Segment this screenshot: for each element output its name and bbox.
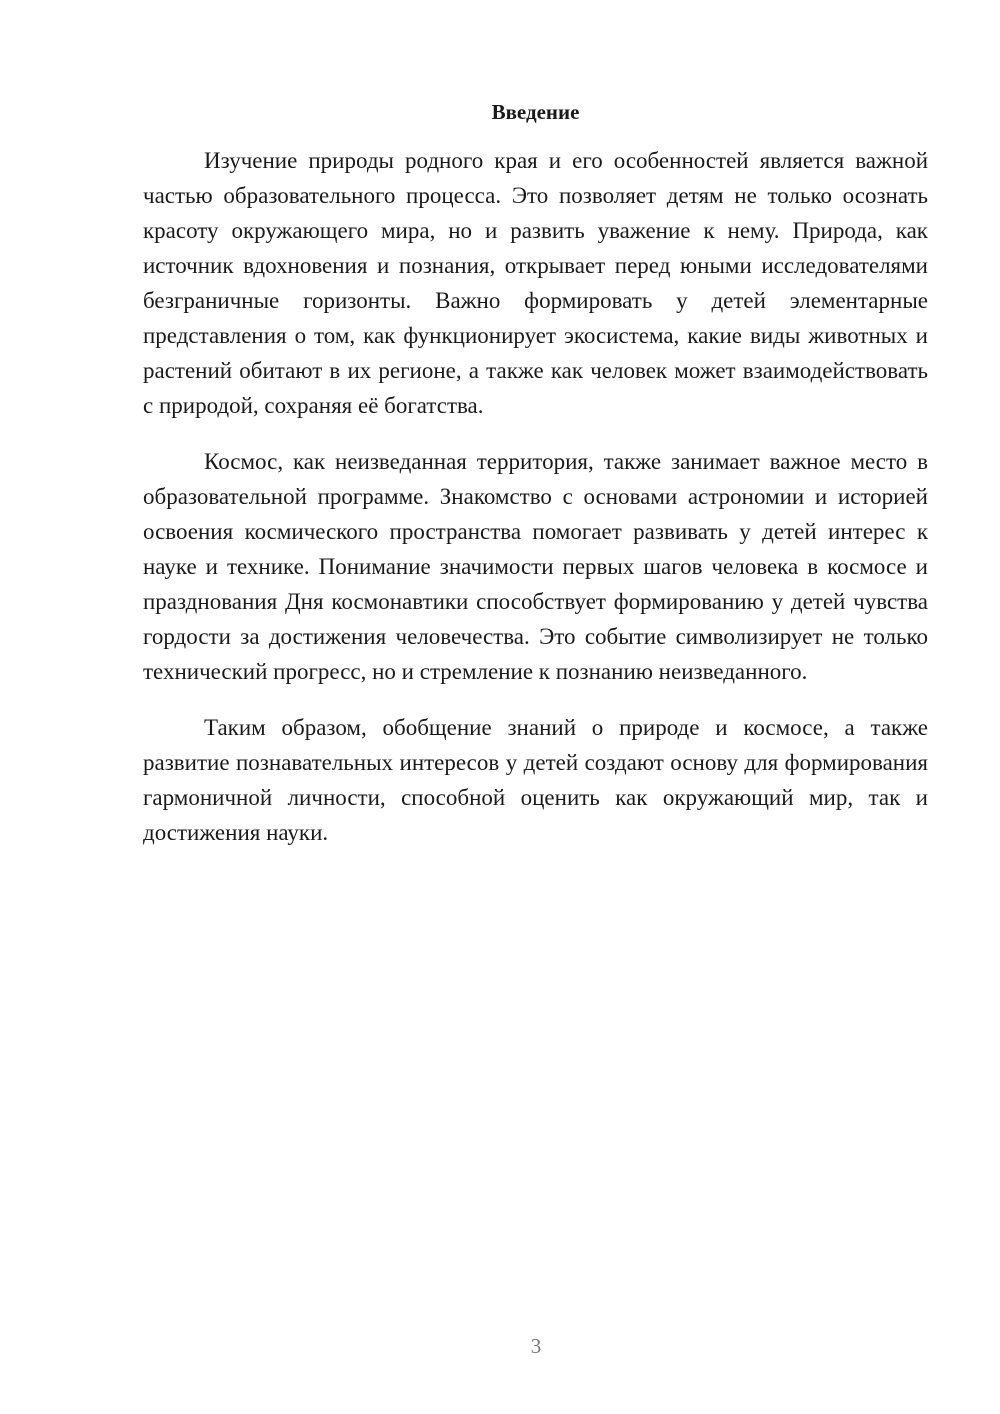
document-body: [143, 143, 928, 871]
paragraph-nature: Изучение природы родного края и его особенностей является важной частью образовательного процесса. Это позволяет детям не только осознать красоту окружающего мира, но и развить уважение к нему. Природа, как источник вдохновения и познания, открывает перед юными исследователями безграничные горизонты. Важно формировать у детей элементарные представления о том, как функционирует экосистема, какие виды животных и растений обитают в их регионе, а также как человек может взаимодействовать с природой, сохраняя её богатства.: [143, 148, 928, 418]
paragraph-space: Космос, как неизведанная территория, также занимает важное место в образовательной программе. Знакомство с основами астрономии и историей освоения космического пространства помогает развивать у детей интерес к науке и технике. Понимание значимости первых шагов человека в космосе и празднования Дня космонавтики способствует формированию у детей чувства гордости за достижения человечества. Это событие символизирует не только технический прогресс, но и стремление к познанию неизведанного.: [143, 449, 928, 684]
page-title: Введение: [491, 100, 580, 124]
page-number: 3: [530, 1334, 542, 1358]
paragraph-conclusion: Таким образом, обобщение знаний о природе и космосе, а также развитие познавательных интересов у детей создают основу для формирования гармоничной личности, способной оценить как окружающий мир, так и достижения науки.: [143, 715, 928, 845]
